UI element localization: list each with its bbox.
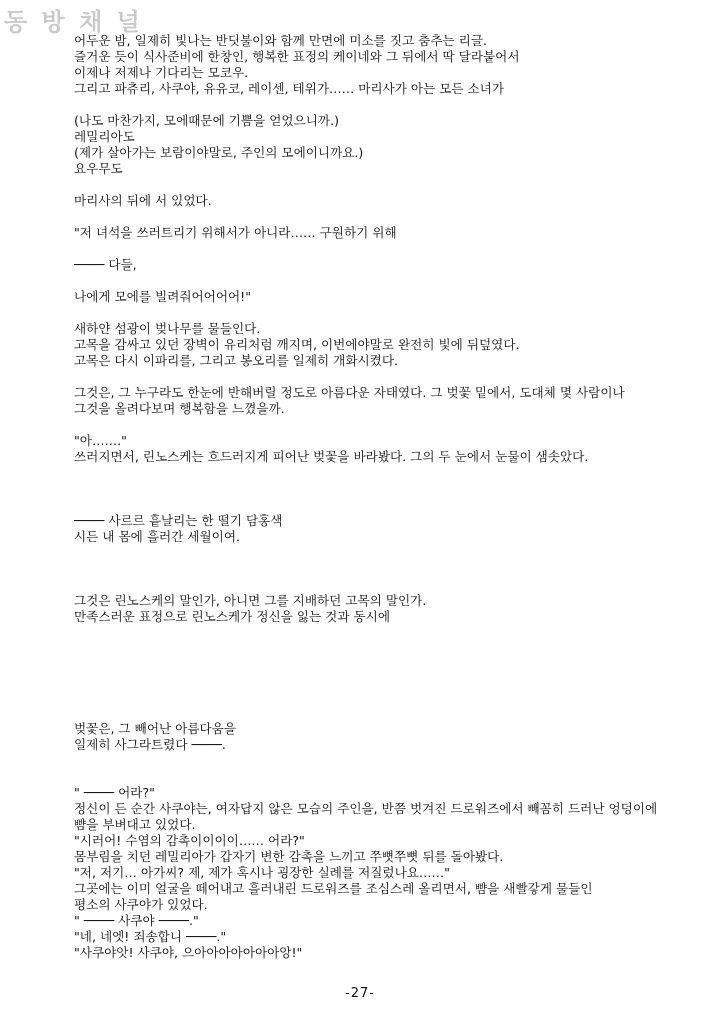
text-line: 뺨을 부벼대고 있었다. <box>74 817 196 832</box>
text-line: 정신이 든 순간 사쿠야는, 여자답지 않은 모습의 주인을, 반쯤 벗겨진 드로워즈에서 빼꼼히 드러난 엉덩이에 <box>74 801 658 816</box>
text-line: 어두운 밤, 일제히 빛나는 반딧불이와 함께 만면에 미소를 짓고 춤추는 리글. <box>74 33 488 48</box>
blank-line <box>74 753 710 769</box>
text-line: 즐거운 듯이 식사준비에 한창인, 행복한 표정의 케이네와 그 뒤에서 딱 달라붙어서 <box>74 49 520 64</box>
blank-line <box>74 369 710 385</box>
blank-line <box>74 177 710 193</box>
text-line: "아……." <box>74 433 127 448</box>
blank-line <box>74 625 710 641</box>
channel-watermark: 동 방 채 널 <box>4 8 143 36</box>
text-line: 만족스러운 표정으로 린노스케가 정신을 잃는 것과 동시에 <box>74 609 390 624</box>
text-line: "사쿠야앗! 사쿠야, 으아아아아아아아앙!" <box>74 945 303 960</box>
blank-line <box>74 209 710 225</box>
text-line: 고목은 다시 이파리를, 그리고 봉오리를 일제히 개화시켰다. <box>74 353 398 368</box>
text-line: ──── 사르르 흩날리는 한 떨기 담홍색 <box>74 513 283 528</box>
blank-line <box>74 465 710 481</box>
text-line: 벚꽃은, 그 빼어난 아름다움을 <box>74 721 236 736</box>
text-line: 그리고 파츄리, 사쿠야, 유유코, 레이센, 테위가…… 마리사가 아는 모든 소녀가 <box>74 81 505 96</box>
blank-line <box>74 417 710 433</box>
blank-line <box>74 673 710 689</box>
blank-line <box>74 769 710 785</box>
blank-line <box>74 577 710 593</box>
text-line: " ──── 사쿠야 ────." <box>74 913 199 928</box>
text-line: (제가 살아가는 보람이야말로, 주인의 모에이니까요.) <box>74 145 364 160</box>
blank-line <box>74 481 710 497</box>
blank-line <box>74 657 710 673</box>
text-line: "시러어! 수염의 감촉이이이이…… 어라?" <box>74 833 305 848</box>
text-line: 시든 내 몸에 흘러간 세월이여. <box>74 529 241 544</box>
blank-line <box>74 497 710 513</box>
text-line: 이제나 저제나 기다리는 모코우. <box>74 65 249 80</box>
text-line: 쓰러지면서, 린노스케는 흐드러지게 피어난 벚꽃을 바라봤다. 그의 두 눈에서 눈물이 샘솟았다. <box>74 449 589 464</box>
text-line: "저 녀석을 쓰러트리기 위해서가 아니라…… 구원하기 위해 <box>74 225 397 240</box>
text-line: 그것을 올려다보며 행복함을 느꼈을까. <box>74 401 285 416</box>
text-line: 평소의 사쿠야가 있었다. <box>74 897 208 912</box>
blank-line <box>74 305 710 321</box>
text-line: "저, 저기… 아가씨? 제, 제가 혹시나 굉장한 실례를 저질렀나요……" <box>74 865 450 880</box>
text-line: 고목을 감싸고 있던 장벽이 유리처럼 깨지며, 이번에야말로 완전히 빛에 뒤덮였다. <box>74 337 520 352</box>
blank-line <box>74 561 710 577</box>
story-text-body <box>74 33 710 961</box>
text-line: " ──── 어라?" <box>74 785 155 800</box>
blank-line <box>74 273 710 289</box>
blank-line <box>74 705 710 721</box>
text-line: 마리사의 뒤에 서 있었다. <box>74 193 212 208</box>
text-line: 새하얀 섬광이 벚나무를 물들인다. <box>74 321 261 336</box>
text-line: 레밀리아도 <box>74 129 135 144</box>
text-line: ──── 다들, <box>74 257 137 272</box>
text-line: 일제히 사그라트렸다 ────. <box>74 737 226 752</box>
blank-line <box>74 97 710 113</box>
text-line: 그것은, 그 누구라도 한눈에 반해버릴 정도로 아름다운 자태였다. 그 벚꽃 밑에서, 도대체 몇 사람이나 <box>74 385 625 400</box>
text-line: 나에게 모에를 빌려줘어어어어!" <box>74 289 251 304</box>
blank-line <box>74 641 710 657</box>
blank-line <box>74 545 710 561</box>
page-number: -27- <box>345 986 375 1001</box>
blank-line <box>74 689 710 705</box>
text-line: 그것은 린노스케의 말인가, 아니면 그를 지배하던 고목의 말인가. <box>74 593 427 608</box>
text-line: (나도 마찬가지, 모에때문에 기쁨을 얻었으니까.) <box>74 113 339 128</box>
text-line: 요우무도 <box>74 161 123 176</box>
text-line: 몸부림을 치던 레밀리아가 갑자기 변한 감촉을 느끼고 쭈뼛쭈뼛 뒤를 돌아봤다. <box>74 849 504 864</box>
text-line: 그곳에는 이미 얼굴을 떼어내고 흘러내린 드로워즈를 조심스레 올리면서, 뺨을 새빨갛게 물들인 <box>74 881 593 896</box>
blank-line <box>74 241 710 257</box>
text-line: "네, 네엣! 죄송합니 ────." <box>74 929 227 944</box>
